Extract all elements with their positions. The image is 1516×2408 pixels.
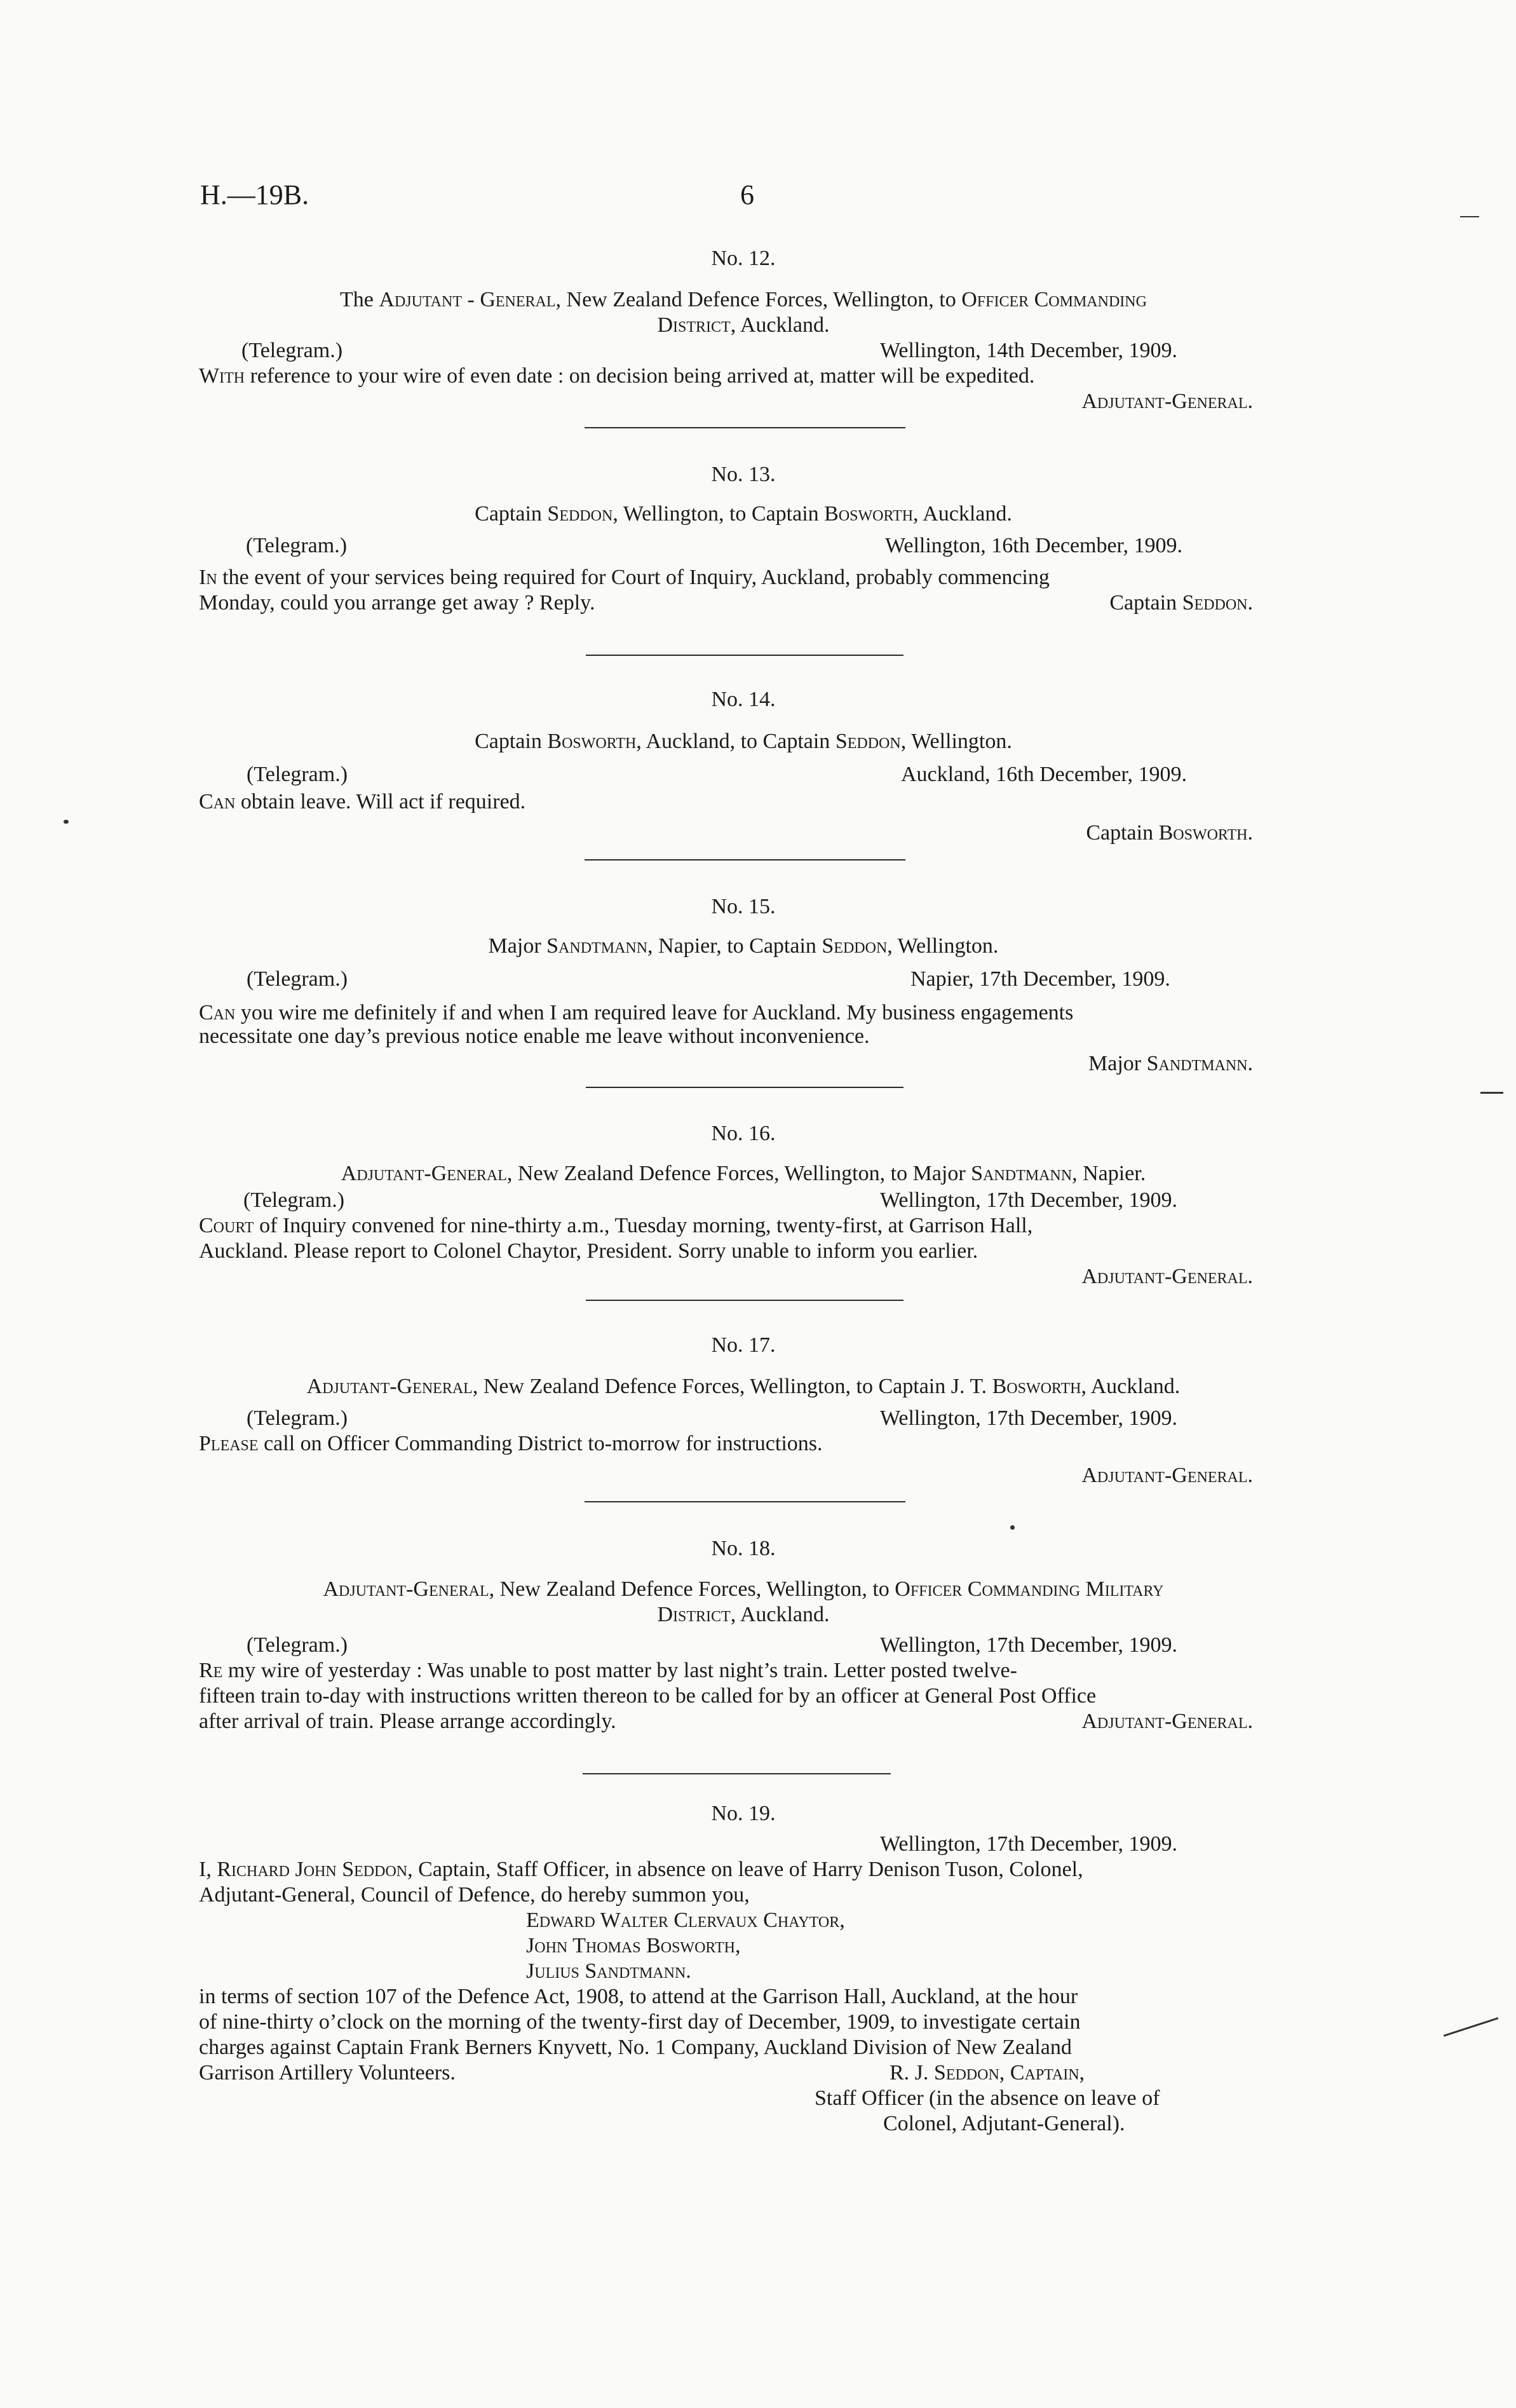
item-19-signature-line2: Staff Officer (in the absence on leave of bbox=[815, 2086, 1160, 2110]
item-13-heading: Captain Seddon, Wellington, to Captain Bosworth, Auckland. bbox=[475, 502, 1012, 526]
item-15-body-line1: Can you wire me definitely if and when I am required leave for Auckland. My business engagements bbox=[199, 1001, 1074, 1024]
item-14-body: Can obtain leave. Will act if required. bbox=[199, 790, 526, 813]
scan-mark bbox=[1480, 1092, 1503, 1094]
item-14-signature: Captain Bosworth. bbox=[1086, 821, 1253, 845]
item-16-signature: Adjutant-General. bbox=[1081, 1265, 1253, 1288]
scan-mark bbox=[1010, 1525, 1015, 1530]
summoned-name: John Thomas Bosworth, bbox=[526, 1934, 741, 1957]
item-15-signature: Major Sandtmann. bbox=[1088, 1052, 1253, 1075]
item-16-body-line2: Auckland. Please report to Colonel Chaytor, President. Sorry unable to inform you earlier. bbox=[199, 1239, 978, 1263]
item-17-number: No. 17. bbox=[711, 1333, 776, 1357]
item-12-place-date: Wellington, 14th December, 1909. bbox=[880, 339, 1178, 362]
item-13-body-line1: In the event of your services being required for Court of Inquiry, Auckland, probably commencing bbox=[199, 566, 1050, 589]
item-19-para-line1: in terms of section 107 of the Defence Act, 1908, to attend at the Garrison Hall, Auckland, at the hour bbox=[199, 1985, 1078, 2008]
summoned-name: Julius Sandtmann. bbox=[526, 1959, 691, 1983]
item-19-line1: I, Richard John Seddon, Captain, Staff Officer, in absence on leave of Harry Denison Tuson, Colonel, bbox=[199, 1858, 1083, 1881]
item-18-body-line2: fifteen train to-day with instructions written thereon to be called for by an officer at General Post Office bbox=[199, 1684, 1097, 1708]
divider bbox=[586, 1087, 904, 1088]
item-15-tag: (Telegram.) bbox=[247, 967, 348, 991]
divider bbox=[583, 1773, 891, 1774]
item-13-tag: (Telegram.) bbox=[246, 534, 348, 557]
divider bbox=[586, 1300, 904, 1301]
item-12-signature: Adjutant-General. bbox=[1081, 390, 1253, 413]
item-14-tag: (Telegram.) bbox=[247, 763, 348, 786]
item-12-number: No. 12. bbox=[711, 247, 776, 270]
item-13-body-line2: Monday, could you arrange get away ? Reply. bbox=[199, 591, 595, 615]
item-17-body: Please call on Officer Commanding District to-morrow for instructions. bbox=[199, 1432, 823, 1455]
divider bbox=[585, 1501, 905, 1502]
item-18-number: No. 18. bbox=[711, 1537, 776, 1560]
item-15-body-line2: necessitate one day’s previous notice enable me leave without inconvenience. bbox=[199, 1024, 870, 1048]
item-19-para-line3: charges against Captain Frank Berners Knyvett, No. 1 Company, Auckland Division of New Zealand bbox=[199, 2036, 1072, 2059]
page-number: 6 bbox=[740, 179, 754, 210]
item-13-number: No. 13. bbox=[711, 463, 776, 486]
item-16-tag: (Telegram.) bbox=[243, 1188, 345, 1212]
item-19-line2: Adjutant-General, Council of Defence, do hereby summon you, bbox=[199, 1883, 750, 1907]
item-15-place-date: Napier, 17th December, 1909. bbox=[910, 967, 1170, 991]
divider bbox=[586, 655, 904, 656]
divider bbox=[585, 859, 905, 860]
scan-mark bbox=[64, 820, 69, 824]
item-19-para-line4: Garrison Artillery Volunteers. bbox=[199, 2061, 456, 2085]
item-16-place-date: Wellington, 17th December, 1909. bbox=[880, 1188, 1178, 1212]
item-13-place-date: Wellington, 16th December, 1909. bbox=[885, 534, 1183, 557]
scan-mark bbox=[1460, 216, 1479, 217]
report-reference: H.—19B. bbox=[200, 179, 309, 210]
summoned-name: Edward Walter Clervaux Chaytor, bbox=[526, 1908, 845, 1932]
item-15-heading: Major Sandtmann, Napier, to Captain Seddon, Wellington. bbox=[488, 934, 999, 958]
item-19-para-line2: of nine-thirty o’clock on the morning of the twenty-first day of December, 1909, to investigate certain bbox=[199, 2010, 1081, 2034]
item-19-place-date: Wellington, 17th December, 1909. bbox=[880, 1832, 1178, 1856]
item-14-number: No. 14. bbox=[711, 688, 776, 711]
item-13-signature: Captain Seddon. bbox=[1109, 591, 1253, 615]
item-18-signature: Adjutant-General. bbox=[1081, 1710, 1253, 1733]
item-14-place-date: Auckland, 16th December, 1909. bbox=[901, 763, 1187, 786]
item-17-tag: (Telegram.) bbox=[247, 1406, 348, 1430]
divider bbox=[585, 427, 905, 428]
item-18-heading-line2: District, Auckland. bbox=[657, 1603, 830, 1626]
item-19-signature-line3: Colonel, Adjutant-General). bbox=[883, 2112, 1125, 2135]
item-18-tag: (Telegram.) bbox=[247, 1633, 348, 1657]
item-14-heading: Captain Bosworth, Auckland, to Captain Seddon, Wellington. bbox=[475, 730, 1012, 753]
item-17-place-date: Wellington, 17th December, 1909. bbox=[880, 1406, 1178, 1430]
item-16-body-line1: Court of Inquiry convened for nine-thirty a.m., Tuesday morning, twenty-first, at Garrison Hall, bbox=[199, 1214, 1033, 1237]
item-12-heading: The Adjutant - General, New Zealand Defence Forces, Wellington, to Officer Commanding bbox=[340, 288, 1147, 311]
item-18-place-date: Wellington, 17th December, 1909. bbox=[880, 1633, 1178, 1657]
item-19-number: No. 19. bbox=[711, 1802, 776, 1825]
item-12-heading-line2: District, Auckland. bbox=[657, 313, 830, 337]
item-18-heading: Adjutant-General, New Zealand Defence Forces, Wellington, to Officer Commanding Military bbox=[323, 1577, 1164, 1601]
item-19-signature-line1: R. J. Seddon, Captain, bbox=[890, 2061, 1085, 2085]
scan-mark bbox=[1444, 2017, 1499, 2037]
item-12-body: With reference to your wire of even date : on decision being arrived at, matter will be expedited. bbox=[199, 364, 1035, 388]
item-18-body-line1: Re my wire of yesterday : Was unable to post matter by last night’s train. Letter posted twelve- bbox=[199, 1659, 1017, 1682]
item-17-heading: Adjutant-General, New Zealand Defence Forces, Wellington, to Captain J. T. Bosworth, Auckland. bbox=[306, 1375, 1181, 1398]
item-16-heading: Adjutant-General, New Zealand Defence Forces, Wellington, to Major Sandtmann, Napier. bbox=[341, 1162, 1146, 1185]
item-12-tag: (Telegram.) bbox=[241, 339, 343, 362]
item-18-body-line3: after arrival of train. Please arrange accordingly. bbox=[199, 1710, 616, 1733]
item-17-signature: Adjutant-General. bbox=[1081, 1464, 1253, 1487]
item-15-number: No. 15. bbox=[711, 895, 776, 918]
item-16-number: No. 16. bbox=[711, 1122, 776, 1145]
